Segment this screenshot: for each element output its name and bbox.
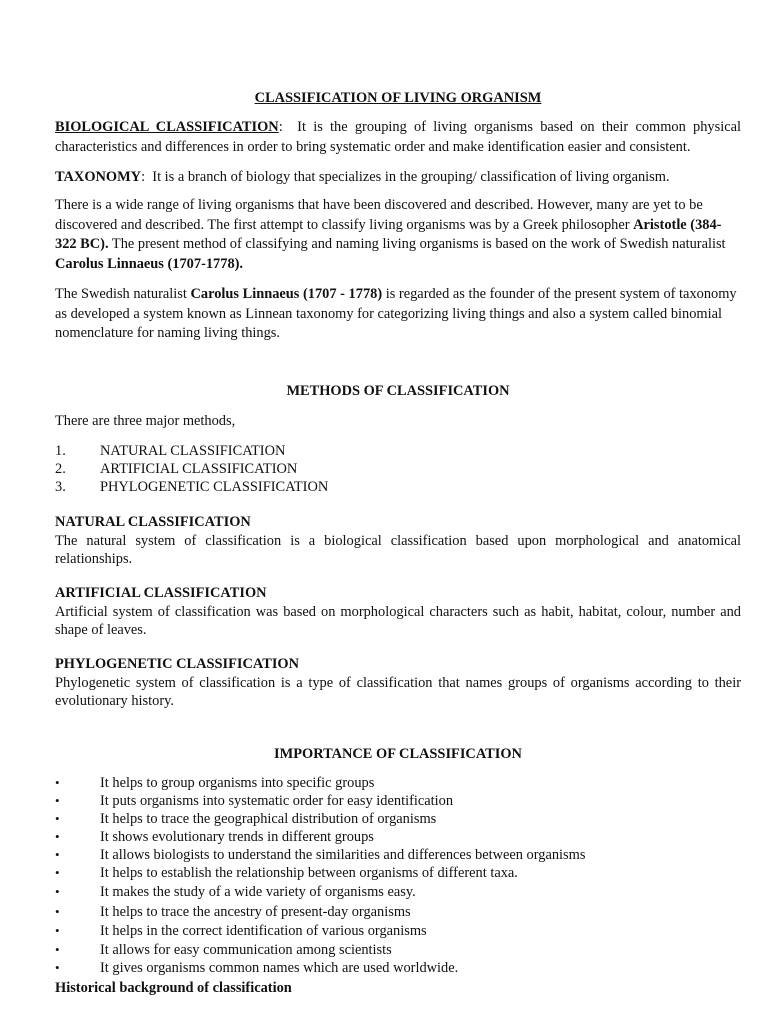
linnaeus-bold: Carolus Linnaeus (1707-1778). bbox=[55, 255, 244, 272]
importance-item bbox=[55, 864, 741, 883]
artificial-section bbox=[55, 584, 741, 640]
bullet-icon: • bbox=[55, 941, 60, 957]
biological-classification-term: BIOLOGICAL CLASSIFICATION bbox=[55, 119, 279, 135]
importance-item bbox=[55, 941, 741, 960]
importance-item bbox=[55, 959, 741, 977]
importance-text: It helps in the correct identification of various organisms bbox=[100, 922, 427, 939]
importance-text: It allows biologists to understand the similarities and differences between organisms bbox=[100, 847, 586, 864]
methods-number: 2. bbox=[55, 461, 66, 478]
importance-text: It makes the study of a wide variety of organisms easy. bbox=[100, 884, 416, 901]
methods-number: 1. bbox=[55, 443, 66, 459]
importance-text: It helps to establish the relationship between organisms of different taxa. bbox=[100, 865, 518, 882]
importance-item bbox=[55, 774, 741, 792]
linnaeus-text-1: The Swedish naturalist bbox=[55, 286, 191, 302]
methods-intro: There are three major methods, bbox=[55, 413, 236, 429]
history-text-1: There is a wide range of living organisms that have been discovered and described. However, many are yet to be discovered and described. The first attempt to classify living organisms was by a Greek philosopher bbox=[55, 197, 703, 233]
bullet-icon: • bbox=[55, 828, 60, 844]
history-text-2: The present method of classifying and naming living organisms is based on the work of Swedish naturalist bbox=[108, 236, 726, 252]
bullet-icon: • bbox=[55, 960, 60, 976]
methods-list-item bbox=[55, 442, 741, 460]
taxonomy-definition: It is a branch of biology that specializes in the grouping/ classification of living organism. bbox=[152, 169, 670, 185]
methods-label: ARTIFICIAL CLASSIFICATION bbox=[100, 461, 298, 478]
natural-heading: NATURAL CLASSIFICATION bbox=[55, 514, 251, 530]
importance-item bbox=[55, 810, 741, 828]
natural-section bbox=[55, 513, 741, 569]
importance-item bbox=[55, 883, 741, 903]
linnaeus-text-2: is regarded as the founder of the present system of taxonomy as developed a system known as Linnean taxonomy for categorizing living things and also a system called binomial nomenclature for naming living things. bbox=[55, 286, 737, 341]
phylogenetic-text: Phylogenetic system of classification is a type of classification that names groups of organisms according to their evolutionary history. bbox=[55, 674, 741, 709]
historical-heading: Historical background of classification bbox=[55, 980, 292, 996]
importance-item bbox=[55, 846, 741, 864]
natural-text: The natural system of classification is a biological classification based upon morphological and anatomical relationships. bbox=[55, 532, 741, 567]
importance-list bbox=[55, 774, 741, 977]
bullet-icon: • bbox=[55, 903, 60, 919]
bullet-icon: • bbox=[55, 811, 60, 827]
importance-item bbox=[55, 903, 741, 922]
biological-classification-paragraph bbox=[55, 118, 741, 157]
taxonomy-term: TAXONOMY bbox=[55, 169, 142, 185]
importance-text: It shows evolutionary trends in different groups bbox=[100, 828, 374, 845]
taxonomy-colon: : bbox=[141, 169, 146, 185]
bullet-icon: • bbox=[55, 884, 60, 900]
page-title: CLASSIFICATION OF LIVING ORGANISM bbox=[254, 90, 542, 106]
linnaeus-paragraph bbox=[55, 285, 741, 344]
methods-label: PHYLOGENETIC CLASSIFICATION bbox=[100, 479, 329, 496]
importance-item bbox=[55, 922, 741, 941]
importance-text: It helps to trace the geographical distribution of organisms bbox=[100, 811, 437, 828]
methods-number: 3. bbox=[55, 479, 66, 496]
bullet-icon: • bbox=[55, 865, 60, 881]
artificial-heading: ARTIFICIAL CLASSIFICATION bbox=[55, 585, 267, 601]
history-paragraph bbox=[55, 196, 741, 274]
methods-list bbox=[55, 442, 741, 497]
importance-text: It allows for easy communication among scientists bbox=[100, 941, 392, 958]
methods-list-item bbox=[55, 460, 741, 478]
linnaeus-name-bold: Carolus Linnaeus (1707 - 1778) bbox=[190, 286, 383, 302]
methods-heading: METHODS OF CLASSIFICATION bbox=[286, 383, 510, 399]
bullet-icon: • bbox=[55, 793, 60, 809]
importance-item bbox=[55, 828, 741, 846]
phylogenetic-heading: PHYLOGENETIC CLASSIFICATION bbox=[55, 656, 300, 672]
importance-text: It gives organisms common names which are used worldwide. bbox=[100, 960, 459, 977]
importance-text: It puts organisms into systematic order for easy identification bbox=[100, 793, 454, 810]
artificial-text: Artificial system of classification was based on morphological characters such as habit, habitat, colour, number and shape of leaves. bbox=[55, 603, 741, 638]
bullet-icon: • bbox=[55, 775, 60, 790]
importance-item bbox=[55, 792, 741, 810]
phylogenetic-section bbox=[55, 655, 741, 711]
importance-heading: IMPORTANCE OF CLASSIFICATION bbox=[274, 746, 522, 762]
taxonomy-paragraph bbox=[55, 168, 741, 188]
bullet-icon: • bbox=[55, 922, 60, 938]
methods-label: NATURAL CLASSIFICATION bbox=[100, 443, 286, 459]
importance-text: It helps to trace the ancestry of present-day organisms bbox=[100, 903, 411, 920]
importance-text: It helps to group organisms into specific groups bbox=[100, 775, 375, 791]
aristotle-bold: Aristotle (384-322 BC). bbox=[55, 216, 722, 252]
bullet-icon: • bbox=[55, 847, 60, 863]
biological-classification-colon: : bbox=[278, 119, 283, 135]
biological-classification-definition: It is the grouping of living organisms based on their common physical characteristics and differences in order to bring systematic order and make identification easier and consistent. bbox=[55, 119, 741, 155]
methods-list-item bbox=[55, 478, 741, 496]
